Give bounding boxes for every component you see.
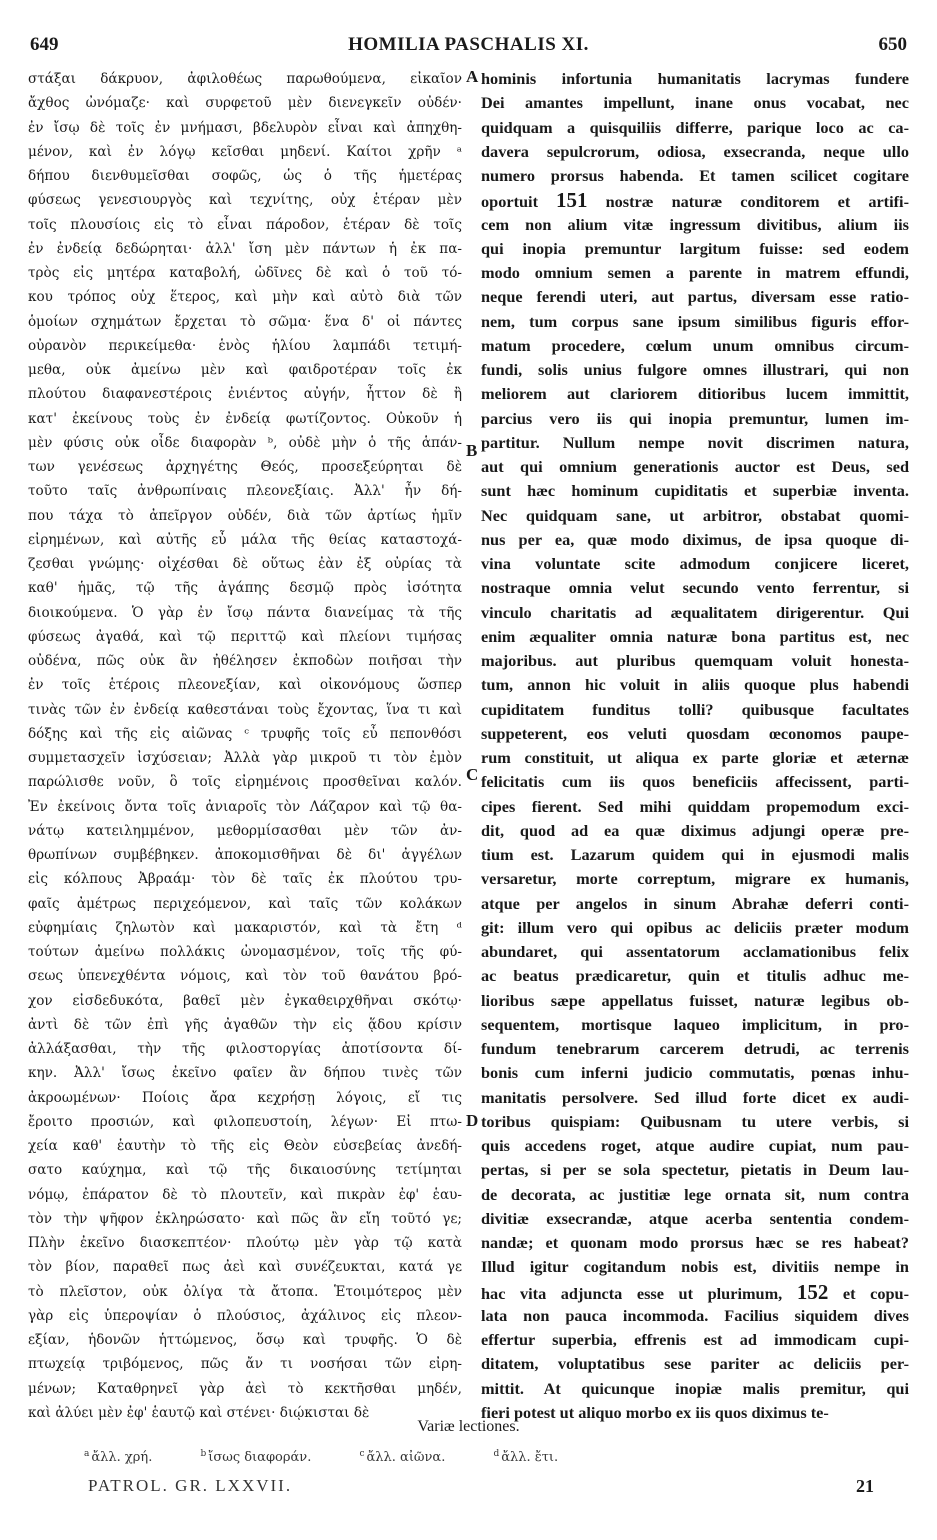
greek-text-line: πλούτου διαφανεστέροις ἐνιέντος αὐγήν, ἧττον δὲ ἢ — [28, 386, 462, 403]
greek-text-column — [28, 67, 462, 1421]
latin-text-line: quis accedens roget, atque audire cupiat, num pau- — [481, 1136, 909, 1155]
greek-text-line: διοικούμενα. Ὁ γὰρ ἐν ἴσῳ πάντα διανείμας τὰ τῆς — [28, 604, 462, 621]
greek-text-line: συμμετασχεῖν ἰσχύσειαν; Ἀλλὰ γὰρ μικροῦ τι τὸν ἐμὸν — [28, 750, 462, 766]
page-number-left: 649 — [30, 34, 59, 55]
greek-text-line: ἄχθος ὠνόμαζε· καὶ συρφετοῦ μὲν διενεγκεῖν οὐδέν· — [28, 95, 462, 112]
margin-letter-d: D — [466, 1111, 479, 1130]
latin-text-line: divitiæ exsecrandæ, atque acerba sententia condem- — [481, 1208, 909, 1228]
latin-text-line: ditatem, voluptatibus sese pariter ac deliciis per- — [481, 1354, 909, 1374]
greek-text-line: τὸν τὴν ψῆφον ἐκληρώσατο· καὶ πῶς ἂν εἴη τοῦτό γε; — [28, 1210, 462, 1227]
latin-text-line: manitatis persolvere. Sed illud forte dicet ex audi- — [481, 1087, 909, 1107]
latin-text-line: aut qui omnium generationis auctor est Deus, sed — [481, 457, 909, 476]
latin-text-line: neque ferendi uteri, aut partus, diversam esse ratio- — [481, 287, 909, 307]
latin-text-line: fieri potest ut aliquo morbo ex iis quos diximus te- — [481, 1402, 829, 1422]
latin-text-line: nem, tum corpus sane ipsum similibus figuris effor- — [481, 311, 909, 331]
latin-text-line: versaretur, morte correptum, migrare ex humanis, — [481, 869, 909, 889]
greek-text-line: καθ' ἡμᾶς, τῷ τῆς ἀγάπης δεσμῷ πρὸς ἰσότητα — [28, 580, 462, 597]
variant-reading: $^b$ ἴσως διαφοράν. — [200, 1449, 312, 1466]
greek-text-line: κην. Ἀλλ' ἴσως ἐκεῖνο φαῖεν ἂν δήπου τινὲς τῶν — [28, 1065, 462, 1082]
latin-text-line: git: illum vero qui opibus ac deliciis præter modum — [481, 917, 909, 937]
latin-text-line: suppeterent, eos veluti quosdam œconomos paupe- — [481, 723, 909, 743]
greek-text-line: μένων; Καταθρηνεῖ γὰρ ἀεὶ τὸ κεκτῆσθαι μηδέν, — [28, 1380, 462, 1397]
greek-text-line: Ἐν ἐκείνοις ὄντα τοῖς ἀνιαροῖς τὸν Λάζαρον καὶ τῷ θα- — [28, 798, 462, 815]
latin-text-line: sunt hæc hominum cupiditatis et superbiæ inventa. — [481, 481, 909, 501]
latin-text-line: bonis cum inferni judicio commutatis, pœnas inhu- — [481, 1063, 909, 1083]
latin-text-line: abundaret, qui assentatorum acclamationibus felix — [481, 942, 909, 961]
signature-number: 21 — [856, 1476, 874, 1496]
latin-text-line: meliorem aut clariorem ditioribus lucem immittit, — [481, 384, 909, 404]
greek-text-line: δήπου διενθυμεῖσθαι σοφῶς, ὡς ὁ τῆς ἡμετέρας — [28, 168, 462, 184]
latin-text-line: toribus quispiam: Quibusnam tu utere verbis, si — [481, 1111, 909, 1131]
greek-text-line: ἀλλάξασθαι, τὴν τῆς φιλοστοργίας ἀποτίσοντα δί- — [28, 1041, 462, 1057]
greek-text-line: τινὰς τῶν ἐν ἐνδείᾳ καθεστάναι τοὺς ἔχοντας, ἵνα τι καὶ — [28, 701, 462, 718]
margin-letter-b: B — [466, 441, 478, 460]
latin-text-line: qui inopia premuntur largitum fuisse: sed eodem — [481, 238, 909, 258]
latin-text-line: tum, annon hic voluit in aliis quoque plus habendi — [481, 675, 909, 695]
latin-text-line: fundum tenebrarum carcerem detrudi, ac terrenis — [481, 1039, 909, 1058]
greek-text-line: Πλὴν ἐκεῖνο διασκεπτέον· πλούτῳ μὲν γὰρ τῷ κατὰ — [28, 1235, 462, 1251]
greek-text-line: ἐν τοῖς ἑτέροις πλεονεξίαν, καὶ οἰκονόμους ὥσπερ — [28, 677, 462, 694]
greek-text-line: οὐδένα, πῶς οὐκ ἂν ἠθέλησεν ἐκποδὼν ποιῆσαι τὴν — [28, 653, 462, 669]
greek-text-line: ζεσθαι γνώμης· οἰχέσθαι δὲ οὕτως ἐὰν ἐξ οὐρίας τὰ — [28, 556, 462, 572]
greek-text-line: στάξαι δάκρυον, ἀφιλοθέως παρωθούμενα, εἰκαῖον — [28, 71, 462, 87]
latin-text-line: quidquam a quisquiliis differre, parique loco ac ca- — [481, 117, 909, 137]
margin-letter-c: C — [466, 765, 479, 784]
variae-lectiones-title: Variæ lectiones. — [417, 1418, 520, 1435]
greek-text-line: ἔροιτο προσιών, καὶ φιλοπευστοίη, λέγων· Εἰ πτω- — [28, 1113, 462, 1130]
latin-text-line: rum constituit, ut aliqua ex parte gloriæ et æternæ — [481, 748, 909, 767]
greek-text-line: εξίαν, ἡδονῶν ἡττώμενος, ὅσῳ καὶ τρυφῆς. Ὁ δὲ — [28, 1332, 462, 1348]
greek-text-line: ἐν ἐνδείᾳ δεδώρηται· ἀλλ' ἴση μὲν πάντων ἡ ἐκ πα- — [28, 240, 462, 257]
latin-text-line: majoribus. aut pluribus quemquam voluit honesta- — [481, 651, 909, 670]
latin-text-line: effertur superbia, effrenis est ad immodicam cupi- — [481, 1330, 909, 1349]
latin-text-line: hac vita adjuncta esse ut plurimum, 152 et copu- — [481, 1279, 909, 1304]
greek-text-line: κου τρόπος οὐχ ἕτερος, καὶ μὴν καὶ αὐτὸ διὰ τῶν — [28, 289, 462, 306]
latin-text-line: enim æqualiter omnia naturæ bona partitus est, nec — [481, 626, 909, 646]
greek-text-line: κατ' ἐκείνους τοὺς ἐν ἐνδείᾳ φωτίζοντος. Οὐκοῦν ἡ — [28, 410, 462, 427]
greek-text-line: τοῦτο ταῖς ἀνθρωπίναις πλεονεξίαις. Ἀλλ' ἦν δή- — [28, 483, 462, 500]
greek-text-line: εὐφημίαις ζηλωτὸν καὶ μακαριστόν, καὶ τὰ ἔτη ᵈ — [28, 919, 462, 936]
greek-text-line: που τάχα τὸ ἀπεῖργον οὐδέν, διὰ τῶν ἀρτίως ἡμῖν — [28, 507, 462, 524]
latin-text-line: cipes fierent. Sed mihi quiddam propemodum exci- — [481, 796, 909, 816]
latin-text-line: Nec quidquam sane, ut arbitror, obstabat quomi- — [481, 505, 909, 525]
latin-text-line: Illud igitur cogitandum nobis est, divitiis nempe in — [481, 1257, 909, 1277]
greek-text-line: θρωπίνων συμβέβηκεν. ἀποκομισθῆναι δὲ δι' ἀγγέλων — [28, 847, 462, 863]
greek-text-line: νάτῳ κατειλημμένον, μεθορμίσασθαι μὲν τῶν ἀν- — [28, 822, 462, 839]
greek-text-line: ἀκροωμένων· Ποίοις ἄρα κεχρήσῃ λόγοις, εἴ τις — [28, 1089, 462, 1106]
latin-text-line: dit, quod ad ea quæ diximus adjungi operæ pre- — [481, 820, 909, 840]
greek-text-line: φύσεως ἀγαθά, καὶ τῷ περιττῷ καὶ πλείονι τιμήσας — [28, 628, 462, 645]
greek-text-line: ἀντὶ δὲ τῶν ἐπὶ γῆς ἀγαθῶν τὴν εἰς ᾅδου κρίσιν — [28, 1016, 462, 1033]
latin-text-line: sequentem, mortisque laqueo implicitum, in pro- — [481, 1014, 909, 1034]
latin-text-line: felicitatis cum iis quos beneficiis affecissent, parti- — [481, 772, 909, 792]
greek-text-line: εἰρημένων, καὶ αὐτῆς εὖ μάλα τῆς θείας καταστοχά- — [28, 531, 462, 548]
greek-text-line: παρώλισθε νοῦν, ὃ τοῖς εἰρημένοις προσθεῖναι καλόν. — [28, 774, 462, 791]
latin-text-line: davera sepulcrorum, odiosa, exsecranda, neque ullo — [481, 141, 909, 161]
latin-text-line: numero prorsus habenda. Et tamen scilicet cogitare — [481, 166, 909, 185]
greek-text-line: τοῖς πλουσίοις εἰς τὸ εἶναι πάροδον, ἑτέραν δὲ τοῖς — [28, 216, 462, 233]
greek-text-line: τὸν βίον, παραθεῖ πως ἀεὶ καὶ συνέζευκται, κατά γε — [28, 1259, 462, 1276]
greek-text-line: τὸ πλεῖστον, οὐκ ὀλίγα τὰ ἄτοπα. Ἑτοιμότερος μὲν — [28, 1283, 462, 1300]
greek-text-line: εἰς κόλπους Ἀβραάμ· τὸν δὲ ταῖς ἐκ πλούτου τρυ- — [28, 871, 462, 888]
latin-text-line: ac beatus prædicaretur, quin et titulis adhuc me- — [481, 966, 909, 986]
latin-text-line: partitur. Nullum nempe novit discrimen natura, — [481, 432, 909, 452]
latin-text-line: vina voluntate scite admodum conjicere liceret, — [481, 554, 909, 573]
latin-text-column — [481, 67, 909, 1422]
latin-text-line: parcius vero iis qui inopia premuntur, lumen im- — [481, 408, 909, 428]
variant-reading: $^a$ ἄλλ. χρή. — [84, 1449, 153, 1466]
column-number: 151 — [556, 188, 588, 213]
volume-signature: PATROL. GR. LXXVII. — [88, 1476, 293, 1495]
variant-reading: $^c$ ἄλλ. αἰῶνα. — [359, 1449, 446, 1466]
greek-text-line: μὲν φύσις οὐκ οἶδε διαφορὰν ᵇ, οὐδὲ μὴν ὁ τῆς ἁπάν- — [28, 434, 462, 451]
greek-text-line: γὰρ εἰς ὑπεροψίαν ὁ πλούσιος, ἀχάλινος εἰς πλεον- — [28, 1307, 462, 1324]
latin-text-line: tium est. Lazarum quidem qui in ejusmodi malis — [481, 845, 909, 864]
greek-text-line: χον εἰσδεδυκότα, βαθεῖ μὲν ἐγκαθειρχθῆναι σκότῳ· — [28, 992, 462, 1009]
column-number: 152 — [796, 1279, 829, 1304]
greek-text-line: σεως ὑπενεχθέντα νόμοις, καὶ τὸν τοῦ θανάτου βρό- — [28, 968, 462, 985]
greek-text-line: σατο καύχημα, καὶ τῷ τῆς δικαιοσύνης τετίμηται — [28, 1162, 462, 1179]
latin-text-line: Dei amantes impellunt, inane onus vocabat, nec — [481, 93, 909, 113]
greek-text-line: ἐν ἴσῳ δὲ τοῖς ἐν μνήμασι, βδελυρὸν εἶναι καὶ ἀπηχθη- — [28, 119, 462, 136]
latin-text-line: pertas, si per se sola spectetur, pietatis in Deum lau- — [481, 1160, 909, 1180]
latin-text-line: vinculo charitatis ad æqualitatem dirigerentur. Qui — [481, 602, 909, 622]
latin-text-line: lioribus sæpe appellatus fuisset, naturæ legibus ob- — [481, 990, 909, 1010]
margin-letter-a: A — [466, 67, 479, 86]
greek-text-line: ὁμοίων σχημάτων ἔρχεται τὸ σῶμα· ἕνα δ' οἱ πάντες — [28, 313, 462, 330]
greek-text-line: μένον, καὶ ἐν λόγῳ κεῖσθαι μηδενί. Καίτοι χρῆν ᵃ — [28, 143, 462, 160]
greek-text-line: νόμῳ, ἐπάρατον δὲ τὸ πλουτεῖν, καὶ πικρὰν ἐφ' ἑαυ- — [28, 1186, 462, 1203]
greek-text-line: χεία καθ' ἑαυτὴν τὸ τῆς εἰς Θεὸν εὐσεβείας ἀνεδή- — [28, 1138, 462, 1154]
greek-text-line: καὶ ἀλύει μὲν ἐφ' ἑαυτῷ καὶ στένει· διῴκισται δὲ — [28, 1404, 370, 1421]
variae-lectiones-list — [84, 1449, 784, 1465]
greek-text-line: μεθα, οὐκ ἀμείνω μὲν καὶ φαιδροτέραν τοῖς ἐκ — [28, 362, 462, 378]
latin-text-line: nostraque omnia velut secundo vento ferrentur, si — [481, 578, 909, 598]
running-title: HOMILIA PASCHALIS XI. — [348, 34, 589, 55]
greek-text-line: οὐρανὸν περικείμεθα· ἑνὸς ἡλίου λαμπάδι τετιμή- — [28, 337, 462, 354]
page-number-right: 650 — [878, 34, 907, 55]
page-header — [30, 34, 907, 62]
greek-text-line: των γενέσεως ἀρχηγέτης Θεός, προσεξεύρηται δὲ — [28, 459, 462, 475]
latin-text-line: hominis infortunia humanitatis lacrymas fundere — [481, 69, 909, 88]
greek-text-line: φαῖς ἀμέτρως περιχεόμενον, καὶ ταῖς τῶν κολάκων — [28, 895, 462, 912]
greek-text-line: τούτων ἀμείνω πολλάκις ὠνομασμένον, τοῖς τῆς φύ- — [28, 944, 462, 960]
latin-text-line: matum procedere, cœlum unum omnibus circum- — [481, 335, 909, 355]
latin-text-line: nandæ; et quonam modo prorsus hæc se res habeat? — [481, 1233, 909, 1252]
variant-reading: $^d$ ἄλλ. ἔτι. — [493, 1449, 559, 1466]
greek-text-line: τρὸς εἰς μητέρα καταβολή, ὠδῖνες δὲ καὶ ὁ τοῦ τό- — [28, 265, 462, 281]
latin-text-line: de decorata, ac justitiæ lege ornata sit, num contra — [481, 1184, 909, 1204]
latin-text-line: modo omnium semen a parente in matrem effundi, — [481, 263, 909, 282]
greek-text-line: φύσεως γενεσιουργὸς καὶ τεχνίτης, οὐχ ἑτέραν μὲν — [28, 192, 462, 209]
latin-text-line: lata non pauca incommoda. Facilius siquidem dives — [481, 1305, 909, 1325]
latin-text-line: mittit. At quicunque inopiæ malis premitur, qui — [481, 1378, 909, 1398]
latin-text-line: oportuit 151 nostræ naturæ conditorem et artifi- — [481, 188, 909, 213]
latin-text-line: nus per ea, quæ modo diximus, de ipsa quoque di- — [481, 529, 909, 549]
latin-text-line: cupiditatem funditus tolli? quibusque facultates — [481, 699, 909, 719]
greek-text-line: πτωχείᾳ τριβόμενος, πῶς ἄν τι νοσήσαι τῶν εἰρη- — [28, 1356, 462, 1373]
latin-text-line: atque per angelos in sinum Abrahæ deferri conti- — [481, 893, 909, 913]
greek-text-line: δόξης καὶ τῆς εἰς αἰῶνας ᶜ τρυφῆς τοῖς εὖ πεπονθόσι — [28, 725, 462, 742]
latin-text-line: fundi, solis unius fulgore omnes illustrari, qui non — [481, 360, 909, 379]
latin-text-line: cem non alium vitæ ingressum divitibus, alium iis — [481, 214, 909, 234]
